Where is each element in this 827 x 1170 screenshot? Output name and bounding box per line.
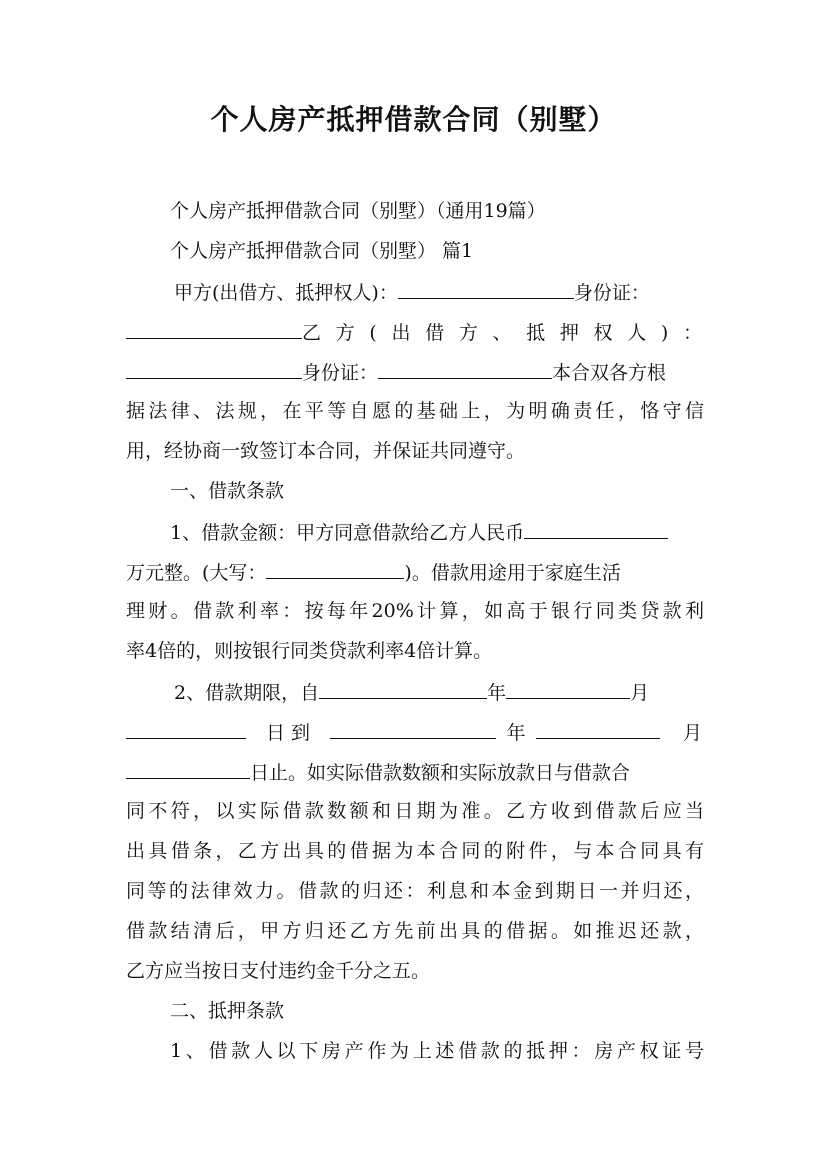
start-day-blank xyxy=(126,716,246,739)
loan-amount-words-line xyxy=(126,556,704,586)
end-day-blank xyxy=(126,756,250,779)
id-label-a: 身份证： xyxy=(573,282,650,304)
day-to-label: 日 到 xyxy=(265,722,311,744)
paragraph-line: 乙方应当按日支付违约金千分之五。 xyxy=(126,960,431,982)
party-a-blank xyxy=(398,276,574,299)
loan-amount-line xyxy=(170,516,704,546)
end-year-blank xyxy=(330,716,496,739)
subtitle-line xyxy=(170,196,704,226)
amount-words-label: 万元整。(大写： xyxy=(126,562,267,584)
loan-term-line xyxy=(174,676,704,706)
party-b-id-line xyxy=(126,356,704,386)
section-two-heading: 二、抵押条款 xyxy=(170,1000,285,1022)
loan-term-line-3 xyxy=(126,756,704,786)
loan-amount-blank xyxy=(524,516,668,539)
section-heading-text: 个人房产抵押借款合同（别墅） 篇1 xyxy=(170,240,474,262)
loan-purpose-text: )。借款用途用于家庭生活 xyxy=(404,562,621,584)
paragraph-line: 借款结清后，甲方归还乙方先前出具的借据。如推迟还款， xyxy=(126,920,704,942)
month-label-start: 月 xyxy=(630,682,650,704)
start-month-blank xyxy=(506,676,630,699)
party-b-label: 乙方(出借方、抵押权人)： xyxy=(302,322,702,344)
loan-term-end-text: 日止。如实际借款数额和实际放款日与借款合 xyxy=(250,762,631,784)
month-label-end: 月 xyxy=(682,722,702,744)
id-blank-b xyxy=(378,356,552,379)
intro-line-3: 用，经协商一致签订本合同，并保证共同遵守。 xyxy=(126,440,526,462)
intro-line-2: 据法律、法规，在平等自愿的基础上，为明确责任，恪守信 xyxy=(126,400,704,422)
section-one-heading: 一、借款条款 xyxy=(170,480,285,502)
id-blank-a xyxy=(126,316,302,339)
end-month-blank xyxy=(536,716,660,739)
loan-term-label: 2、借款期限，自 xyxy=(174,682,320,704)
mortgage-clause-line: 1、借款人以下房产作为上述借款的抵押：房产权证号 xyxy=(170,1040,704,1062)
year-label-end: 年 xyxy=(506,722,526,744)
loan-amount-text: 1、借款金额：甲方同意借款给乙方人民币 xyxy=(170,522,525,544)
interest-rate-line-2: 率4倍的，则按银行同类贷款利率4倍计算。 xyxy=(126,640,493,662)
section-heading-line xyxy=(170,236,704,266)
document-title: 个人房产抵押借款合同（别墅） xyxy=(210,103,617,136)
start-year-blank xyxy=(319,676,487,699)
id-label-b: 身份证： xyxy=(302,362,379,384)
paragraph-line: 同不符，以实际借款数额和日期为准。乙方收到借款后应当 xyxy=(126,800,704,822)
loan-term-line-2 xyxy=(126,716,704,746)
year-label-start: 年 xyxy=(487,682,507,704)
party-a-label: 甲方(出借方、抵押权人)： xyxy=(174,282,398,304)
paragraph-line: 出具借条，乙方出具的借据为本合同的附件，与本合同具有 xyxy=(126,840,704,862)
party-b-line xyxy=(126,316,704,346)
amount-words-blank xyxy=(266,556,404,579)
subtitle-text: 个人房产抵押借款合同（别墅）（通用19篇） xyxy=(170,200,546,222)
intro-text-start: 本合双各方根 xyxy=(552,362,667,384)
interest-rate-line: 理财。借款利率：按每年20%计算，如高于银行同类贷款利 xyxy=(126,600,704,622)
party-b-blank xyxy=(126,356,302,379)
party-a-line xyxy=(174,276,704,306)
paragraph-line: 同等的法律效力。借款的归还：利息和本金到期日一并归还， xyxy=(126,880,704,902)
